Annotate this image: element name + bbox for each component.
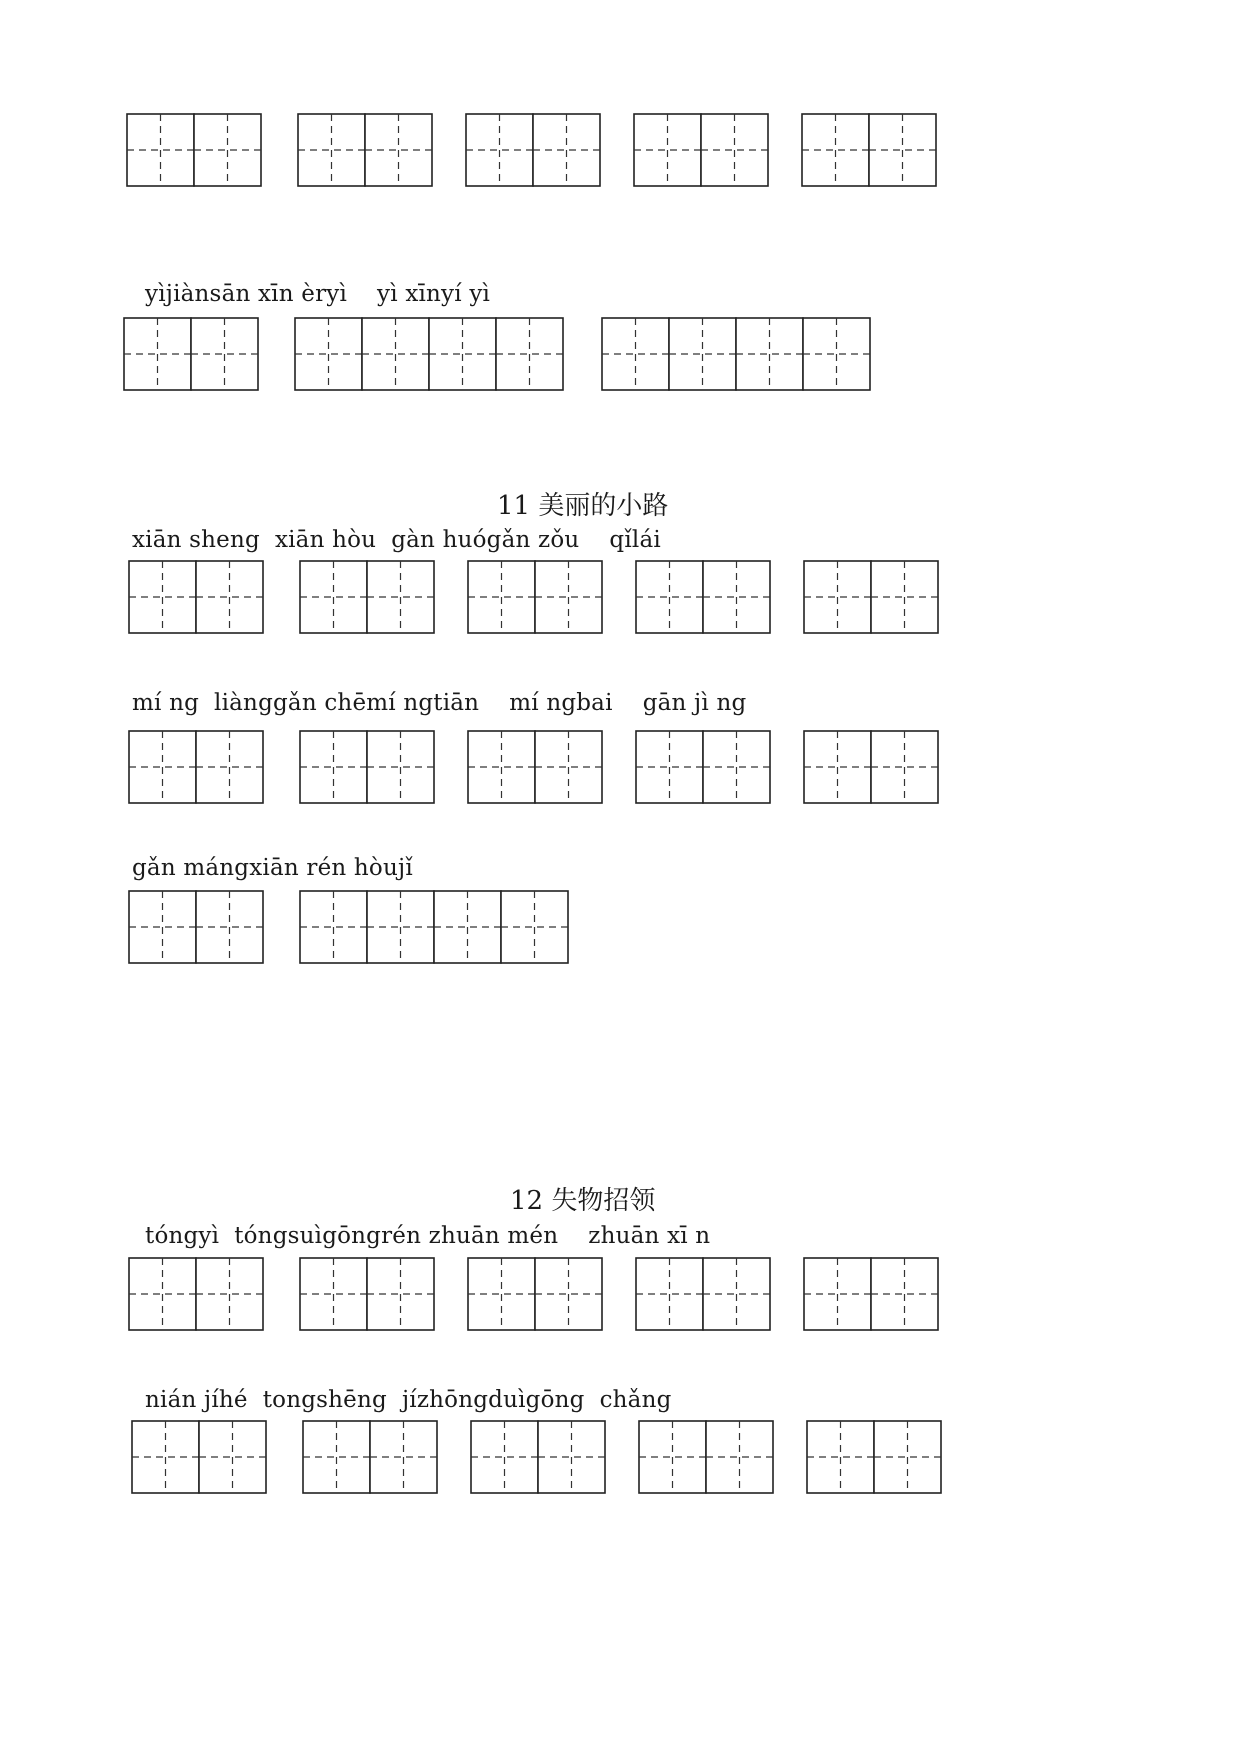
writing-grid-row xyxy=(131,1420,942,1494)
writing-grid-row xyxy=(128,730,939,804)
pinyin-prompt: mí ng liànggǎn chēmí ngtiān mí ngbai gān jì ng xyxy=(132,690,747,716)
writing-grid-svg xyxy=(123,317,871,391)
writing-grid-row xyxy=(123,317,871,391)
character-box-group xyxy=(807,1421,941,1493)
character-box-group xyxy=(129,1258,263,1330)
writing-grid-row xyxy=(128,1257,939,1331)
character-cell[interactable] xyxy=(196,1258,263,1330)
character-cell[interactable] xyxy=(871,731,938,803)
character-cell[interactable] xyxy=(367,891,434,963)
character-box-group xyxy=(636,561,770,633)
character-cell[interactable] xyxy=(132,1421,199,1493)
character-box-group xyxy=(303,1421,437,1493)
character-cell[interactable] xyxy=(124,318,191,390)
character-cell[interactable] xyxy=(300,731,367,803)
character-cell[interactable] xyxy=(129,891,196,963)
character-cell[interactable] xyxy=(496,318,563,390)
lesson-title: 11 美丽的小路 xyxy=(497,491,669,521)
character-cell[interactable] xyxy=(804,1258,871,1330)
writing-grid-svg xyxy=(128,730,939,804)
character-box-group xyxy=(295,318,563,390)
character-box-group xyxy=(636,1258,770,1330)
writing-grid-svg xyxy=(128,1257,939,1331)
character-cell[interactable] xyxy=(468,561,535,633)
character-cell[interactable] xyxy=(804,561,871,633)
character-box-group xyxy=(129,731,263,803)
character-box-group xyxy=(471,1421,605,1493)
character-cell[interactable] xyxy=(636,561,703,633)
character-cell[interactable] xyxy=(471,1421,538,1493)
character-box-group xyxy=(132,1421,266,1493)
character-box-group xyxy=(127,114,261,186)
character-box-group xyxy=(802,114,936,186)
writing-grid-svg xyxy=(128,890,569,964)
character-cell[interactable] xyxy=(533,114,600,186)
character-cell[interactable] xyxy=(468,731,535,803)
character-cell[interactable] xyxy=(129,1258,196,1330)
character-cell[interactable] xyxy=(871,561,938,633)
character-cell[interactable] xyxy=(706,1421,773,1493)
character-cell[interactable] xyxy=(370,1421,437,1493)
character-cell[interactable] xyxy=(874,1421,941,1493)
character-cell[interactable] xyxy=(669,318,736,390)
character-cell[interactable] xyxy=(535,1258,602,1330)
character-cell[interactable] xyxy=(129,731,196,803)
character-cell[interactable] xyxy=(636,731,703,803)
character-box-group xyxy=(129,561,263,633)
character-cell[interactable] xyxy=(466,114,533,186)
character-cell[interactable] xyxy=(196,561,263,633)
character-cell[interactable] xyxy=(703,561,770,633)
character-cell[interactable] xyxy=(300,1258,367,1330)
character-cell[interactable] xyxy=(703,1258,770,1330)
character-cell[interactable] xyxy=(803,318,870,390)
pinyin-prompt: gǎn mángxiān rén hòujǐ xyxy=(132,855,413,881)
character-box-group xyxy=(300,1258,434,1330)
writing-grid-row xyxy=(128,890,569,964)
character-cell[interactable] xyxy=(804,731,871,803)
character-cell[interactable] xyxy=(196,891,263,963)
character-box-group xyxy=(468,561,602,633)
character-box-group xyxy=(602,318,870,390)
writing-grid-svg xyxy=(128,560,939,634)
character-cell[interactable] xyxy=(636,1258,703,1330)
lesson-title: 12 失物招领 xyxy=(510,1186,656,1216)
writing-grid-svg xyxy=(131,1420,942,1494)
character-cell[interactable] xyxy=(367,731,434,803)
character-cell[interactable] xyxy=(869,114,936,186)
character-box-group xyxy=(129,891,263,963)
character-cell[interactable] xyxy=(367,1258,434,1330)
character-cell[interactable] xyxy=(639,1421,706,1493)
writing-grid-row xyxy=(126,113,937,187)
character-cell[interactable] xyxy=(434,891,501,963)
character-box-group xyxy=(300,561,434,633)
character-cell[interactable] xyxy=(367,561,434,633)
character-box-group xyxy=(639,1421,773,1493)
character-cell[interactable] xyxy=(736,318,803,390)
character-cell[interactable] xyxy=(303,1421,370,1493)
character-box-group xyxy=(468,731,602,803)
character-box-group xyxy=(300,731,434,803)
writing-grid-svg xyxy=(126,113,937,187)
character-cell[interactable] xyxy=(634,114,701,186)
character-cell[interactable] xyxy=(298,114,365,186)
character-box-group xyxy=(804,731,938,803)
character-box-group xyxy=(300,891,568,963)
character-box-group xyxy=(298,114,432,186)
character-cell[interactable] xyxy=(535,561,602,633)
character-cell[interactable] xyxy=(196,731,263,803)
character-cell[interactable] xyxy=(701,114,768,186)
character-cell[interactable] xyxy=(365,114,432,186)
character-box-group xyxy=(804,1258,938,1330)
character-cell[interactable] xyxy=(362,318,429,390)
character-cell[interactable] xyxy=(535,731,602,803)
character-box-group xyxy=(466,114,600,186)
character-cell[interactable] xyxy=(191,318,258,390)
character-box-group xyxy=(468,1258,602,1330)
character-cell[interactable] xyxy=(802,114,869,186)
character-cell[interactable] xyxy=(199,1421,266,1493)
pinyin-prompt: nián jíhé tongshēng jízhōngduìgōng chǎng xyxy=(145,1387,672,1413)
character-box-group xyxy=(804,561,938,633)
character-cell[interactable] xyxy=(300,561,367,633)
character-cell[interactable] xyxy=(468,1258,535,1330)
character-cell[interactable] xyxy=(194,114,261,186)
pinyin-prompt: xiān sheng xiān hòu gàn huógǎn zǒu qǐlái xyxy=(132,527,661,553)
character-box-group xyxy=(124,318,258,390)
character-cell[interactable] xyxy=(807,1421,874,1493)
character-cell[interactable] xyxy=(300,891,367,963)
pinyin-prompt: yìjiànsān xīn èryì yì xīnyí yì xyxy=(145,281,491,307)
character-cell[interactable] xyxy=(295,318,362,390)
character-cell[interactable] xyxy=(429,318,496,390)
character-cell[interactable] xyxy=(602,318,669,390)
character-cell[interactable] xyxy=(871,1258,938,1330)
character-cell[interactable] xyxy=(129,561,196,633)
character-cell[interactable] xyxy=(538,1421,605,1493)
character-cell[interactable] xyxy=(703,731,770,803)
character-box-group xyxy=(634,114,768,186)
character-cell[interactable] xyxy=(501,891,568,963)
character-box-group xyxy=(636,731,770,803)
writing-grid-row xyxy=(128,560,939,634)
character-cell[interactable] xyxy=(127,114,194,186)
pinyin-prompt: tóngyì tóngsuìgōngrén zhuān mén zhuān xī n xyxy=(145,1223,711,1249)
